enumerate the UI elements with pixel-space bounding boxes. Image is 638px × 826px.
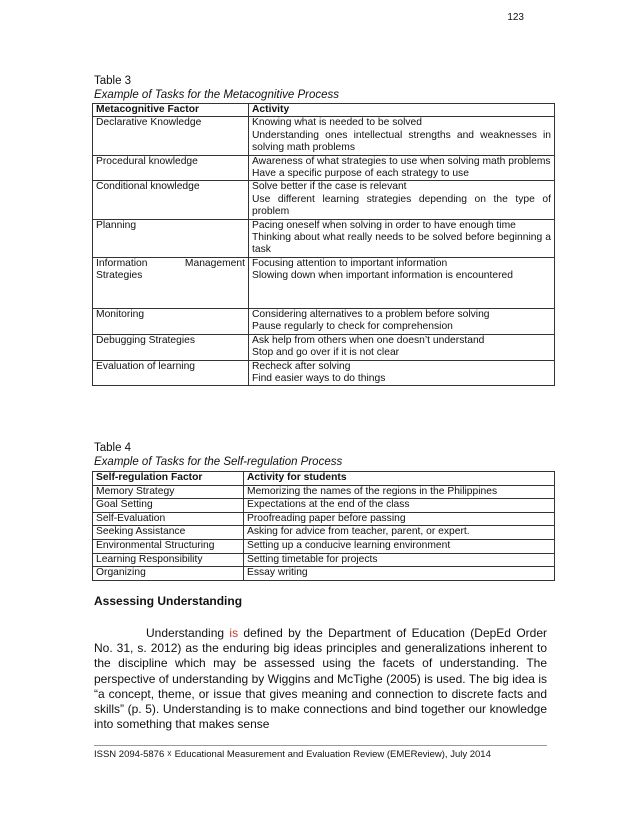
table4: [92, 471, 555, 581]
table-header-cell: Activity: [249, 104, 555, 117]
table4-caption: [94, 441, 342, 469]
table-header-cell: Activity for students: [244, 472, 555, 486]
footer-divider: [94, 745, 547, 746]
table-row: [93, 219, 555, 257]
activity-line: Awareness of what strategies to use when solving math problems: [252, 155, 551, 167]
factor-cell: Environmental Structuring: [93, 539, 244, 553]
table-header-cell: Self-regulation Factor: [93, 472, 244, 486]
paragraph-start: Understanding: [146, 626, 230, 640]
highlighted-word: is: [229, 626, 239, 640]
table4-label: Table 4: [94, 442, 132, 454]
activity-cell: [249, 117, 555, 155]
factor-cell: Planning: [93, 219, 249, 257]
table-row: [93, 117, 555, 155]
table-row: [93, 155, 555, 181]
factor-cell: Organizing: [93, 567, 244, 581]
activity-cell: [249, 155, 555, 181]
activity-cell: [249, 257, 555, 308]
activity-line: Pause regularly to check for comprehension: [252, 321, 453, 333]
factor-cell: Declarative Knowledge: [93, 117, 249, 155]
activity-cell: Proofreading paper before passing: [244, 512, 555, 526]
section-heading: Assessing Understanding: [94, 594, 243, 608]
activity-cell: [249, 219, 555, 257]
activity-cell: [249, 181, 555, 219]
activity-line: Solve better if the case is relevant: [252, 181, 407, 193]
table-row: [93, 526, 555, 540]
table-row: [93, 360, 555, 386]
activity-line: Focusing attention to important information: [252, 257, 448, 269]
table-row: [93, 308, 555, 334]
page-number: 123: [507, 12, 524, 23]
activity-line: Have a specific purpose of each strategy to use: [252, 168, 469, 180]
activity-line: Ask help from others when one doesn’t understand: [252, 334, 485, 346]
activity-line: Use different learning strategies depending on the type of problem: [252, 193, 551, 218]
activity-cell: Asking for advice from teacher, parent, or expert.: [244, 526, 555, 540]
activity-line: Knowing what is needed to be solved: [252, 117, 423, 129]
activity-line: Considering alternatives to a problem before solving: [252, 308, 490, 320]
activity-cell: [249, 334, 555, 360]
table3-label: Table 3: [94, 75, 132, 87]
factor-cell: Self-Evaluation: [93, 512, 244, 526]
activity-cell: Essay writing: [244, 567, 555, 581]
factor-cell: Memory Strategy: [93, 485, 244, 499]
table-row: [93, 553, 555, 567]
factor-cell: Information Management Strategies: [93, 257, 249, 308]
table3-title: Example of Tasks for the Metacognitive Process: [94, 89, 340, 101]
table-header-cell: Metacognitive Factor: [93, 104, 249, 117]
activity-line: Understanding ones intellectual strengths and weaknesses in solving math problems: [252, 129, 551, 154]
table-row: [93, 499, 555, 513]
factor-cell: Evaluation of learning: [93, 360, 249, 386]
table-row: [93, 539, 555, 553]
footer-text: ISSN 2094-5876 ☓ Educational Measurement and Evaluation Review (EMEReview), July 2014: [94, 749, 491, 760]
factor-cell: Debugging Strategies: [93, 334, 249, 360]
factor-cell: Procedural knowledge: [93, 155, 249, 181]
activity-line: Recheck after solving: [252, 360, 351, 372]
table-row: [93, 485, 555, 499]
table-header-row: [93, 104, 555, 117]
paragraph-rest: defined by the Department of Education (DepEd Order No. 31, s. 2012) as the enduring big ideas principles and generalizations inherent to the discipline which may be assessed using the facets of understanding. The perspective of understanding by Wiggins and McTighe (2005) is used. The big idea is “a concept, theme, or issue that gives meaning and connection to discrete facts and skills” (p. 5). Understanding is to make connections and bind together our knowledge into something that makes sense: [94, 626, 547, 732]
activity-cell: Setting up a conducive learning environment: [244, 539, 555, 553]
table-row: [93, 334, 555, 360]
table3-caption: [94, 74, 339, 102]
table3: [92, 103, 555, 386]
table-row: [93, 512, 555, 526]
activity-line: Stop and go over if it is not clear: [252, 347, 400, 359]
body-paragraph: [94, 626, 547, 732]
factor-cell: Goal Setting: [93, 499, 244, 513]
factor-cell: Learning Responsibility: [93, 553, 244, 567]
table-row: [93, 257, 555, 308]
table4-title: Example of Tasks for the Self-regulation Process: [94, 456, 343, 468]
table-row: [93, 567, 555, 581]
factor-cell: Conditional knowledge: [93, 181, 249, 219]
activity-line: Thinking about what really needs to be solved before beginning a task: [252, 232, 551, 256]
activity-line: Find easier ways to do things: [252, 372, 386, 384]
activity-line: Pacing oneself when solving in order to have enough time: [252, 219, 516, 231]
activity-cell: Expectations at the end of the class: [244, 499, 555, 513]
table-row: [93, 181, 555, 219]
activity-cell: [249, 308, 555, 334]
activity-cell: [249, 360, 555, 386]
factor-cell: Seeking Assistance: [93, 526, 244, 540]
activity-cell: Setting timetable for projects: [244, 553, 555, 567]
factor-cell: Monitoring: [93, 308, 249, 334]
table-header-row: [93, 472, 555, 486]
activity-line: Slowing down when important information is encountered: [252, 270, 514, 282]
activity-cell: Memorizing the names of the regions in the Philippines: [244, 485, 555, 499]
